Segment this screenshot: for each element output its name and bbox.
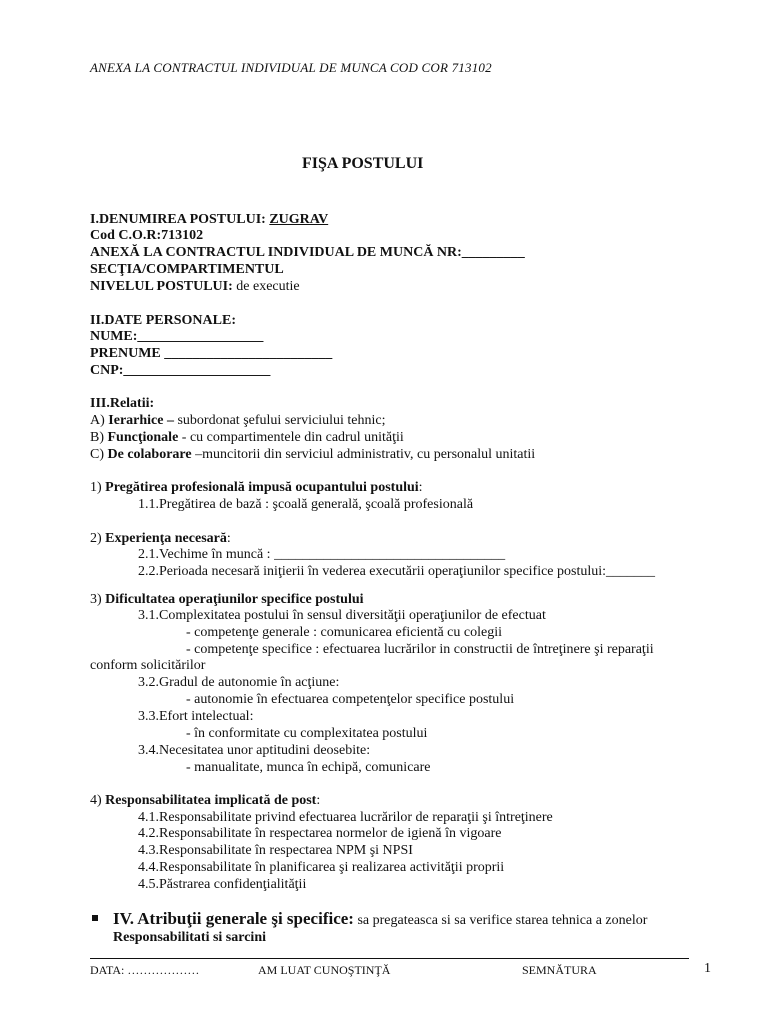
page-number: 1 (704, 961, 711, 976)
relation-collaboration (90, 447, 535, 463)
responsibilities-subheading: Responsabilitati si sarcini (113, 930, 266, 945)
item4-number: 4) (90, 793, 106, 808)
footer-date: DATA: ……………… (90, 963, 200, 977)
post-name-label: I.DENUMIREA POSTULUI: (90, 212, 266, 227)
item4-colon: : (316, 793, 321, 808)
item3-line: - manualitate, munca în echipă, comunicare (186, 760, 431, 775)
item3-line: - autonomie în efectuarea competenţelor specifice postului (186, 692, 515, 707)
department-label: SECŢIA/COMPARTIMENTUL (90, 262, 284, 277)
relation-b-label: Funcţionale (107, 430, 179, 445)
document-header: ANEXA LA CONTRACTUL INDIVIDUAL DE MUNCA COD COR 713102 (90, 60, 492, 75)
item1-line: 1.1.Pregătirea de bază : şcoală generală, şcoală profesională (138, 497, 474, 512)
item3-line: 3.1.Complexitatea postului în sensul diversităţii operaţiunilor de efectuat (138, 608, 546, 623)
relation-a-label: Ierarhice – (108, 413, 174, 428)
surname-field: PRENUME ________________________ (90, 346, 333, 361)
item2-heading: Experienţa necesară (105, 531, 227, 546)
post-name-line (90, 212, 328, 228)
footer-signature: SEMNĂTURA (522, 963, 597, 977)
post-name-value: ZUGRAV (269, 212, 329, 227)
item4-line: 4.4.Responsabilitate în planificarea şi realizarea activităţii proprii (138, 860, 505, 875)
item1-colon: : (418, 480, 423, 495)
duties-heading-line (113, 909, 647, 931)
duties-heading: IV. Atribuţii generale şi specifice: (113, 909, 354, 928)
relation-b-text: - cu compartimentele din cadrul unităţii (178, 430, 404, 445)
position-level-value: de executie (232, 279, 300, 294)
relation-c-label: De colaborare (107, 447, 192, 462)
item3-number: 3) (90, 592, 106, 607)
footer-divider (90, 958, 689, 959)
item4-heading-line (90, 793, 320, 809)
personal-data-heading: II.DATE PERSONALE: (90, 313, 236, 328)
item2-line: 2.1.Vechime în muncă : _________________________________ (138, 547, 506, 562)
item4-line: 4.3.Responsabilitate în respectarea NPM şi NPSI (138, 843, 413, 858)
relation-c-prefix: C) (90, 447, 108, 462)
item3-line: - competenţe specifice : efectuarea lucrărilor in constructii de întreţinere şi reparaţii (186, 642, 654, 657)
item3-heading-line (90, 592, 364, 608)
duties-text: sa pregateasca si sa verifice starea tehnica a zonelor (353, 913, 648, 928)
item3-line: 3.2.Gradul de autonomie în acţiune: (138, 675, 340, 690)
relation-b-prefix: B) (90, 430, 108, 445)
cnp-field: CNP:_____________________ (90, 363, 271, 378)
item1-number: 1) (90, 480, 106, 495)
cor-code: Cod C.O.R:713102 (90, 228, 204, 243)
name-field: NUME:__________________ (90, 329, 264, 344)
relation-a-text: subordonat şefului serviciului tehnic; (173, 413, 386, 428)
item2-colon: : (226, 531, 231, 546)
item4-line: 4.5.Păstrarea confidenţialităţii (138, 877, 307, 892)
page-title: FIŞA POSTULUI (302, 155, 424, 172)
item4-heading: Responsabilitatea implicată de post (105, 793, 317, 808)
item2-number: 2) (90, 531, 106, 546)
bullet-icon (92, 915, 98, 921)
relation-a-prefix: A) (90, 413, 109, 428)
item2-line: 2.2.Perioada necesară iniţierii în vederea executării operaţiunilor specifice postului:_______ (138, 564, 656, 579)
item1-heading-line (90, 480, 423, 496)
item1-heading: Pregătirea profesională impusă ocupantului postului (105, 480, 419, 495)
item4-line: 4.1.Responsabilitate privind efectuarea lucrărilor de reparaţii şi întreţinere (138, 810, 553, 825)
position-level-label: NIVELUL POSTULUI: (90, 279, 233, 294)
footer-acknowledged: AM LUAT CUNOŞTINŢĂ (258, 963, 391, 977)
relation-c-text: –muncitorii din serviciul administrativ, cu personalul unitatii (191, 447, 536, 462)
relations-heading: III.Relatii: (90, 396, 155, 411)
item3-line: - în conformitate cu complexitatea postului (186, 726, 428, 741)
item3-heading: Dificultatea operaţiunilor specifice postului (105, 592, 364, 607)
item3-line: 3.3.Efort intelectual: (138, 709, 254, 724)
relation-hierarchical (90, 413, 386, 429)
contract-annex-number: ANEXĂ LA CONTRACTUL INDIVIDUAL DE MUNCĂ NR:_________ (90, 245, 525, 260)
relation-functional (90, 430, 404, 446)
item3-line: conform solicitărilor (90, 658, 206, 673)
item3-line: - competenţe generale : comunicarea eficientă cu colegii (186, 625, 502, 640)
item4-line: 4.2.Responsabilitate în respectarea normelor de igienă în vigoare (138, 826, 502, 841)
item3-line: 3.4.Necesitatea unor aptitudini deosebite: (138, 743, 371, 758)
item2-heading-line (90, 531, 231, 547)
position-level-line (90, 279, 300, 295)
